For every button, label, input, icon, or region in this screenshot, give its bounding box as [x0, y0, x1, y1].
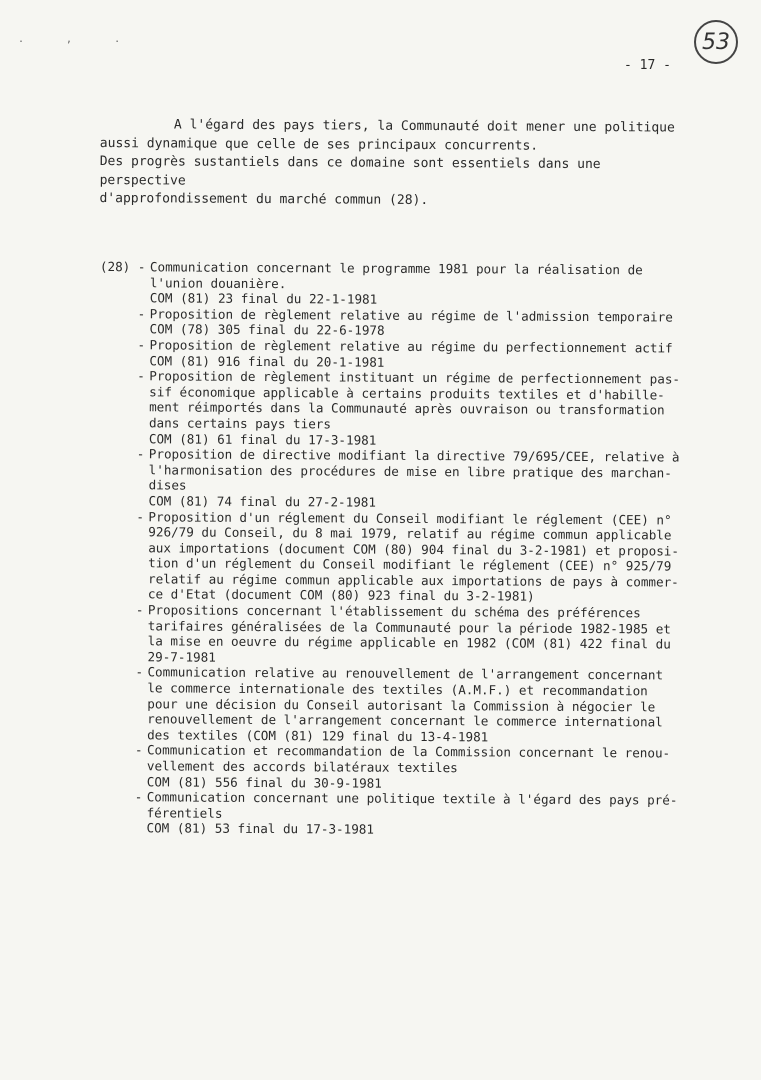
footnote-line: 29-7-1981 [147, 649, 216, 665]
footnote-line: Proposition de règlement relative au régime de l'admission temporaire [149, 306, 673, 325]
document-reference: COM (81) 53 final du 17-3-1981 [146, 820, 375, 838]
footnote-item-text [148, 602, 698, 668]
document-reference: COM (81) 61 final du 17-3-1981 [148, 430, 377, 448]
document-reference: COM (78) 305 final du 22-6-1978 [149, 321, 385, 339]
footnote-line: renouvellement de l'arrangement concernant le commerce international [147, 711, 663, 730]
bullet-dash: - [137, 337, 146, 353]
bullet-dash: - [137, 368, 145, 384]
footnote-line: dises [148, 477, 187, 493]
bullet-dash: - [137, 306, 146, 322]
footnote-line: Proposition de directive modifiant la directive 79/695/CEE, relative à [148, 446, 680, 465]
footnote-item [100, 306, 700, 341]
footnote-line: Proposition de règlement instituant un régime de perfectionnement pas- [149, 368, 681, 387]
footnote-line: le commerce internationale des textiles (A.M.F.) et recommandation [147, 680, 648, 699]
footnote-item [96, 789, 696, 839]
document-reference: COM (81) 556 final du 30-9-1981 [146, 773, 382, 791]
footnote-line: l'union douanière. [149, 274, 287, 291]
document-reference: COM (81) 74 final du 27-2-1981 [148, 493, 377, 510]
footnote-line: 926/79 du Conseil, du 8 mai 1979, relatif au régime commun applicable [148, 524, 672, 543]
footnote-item-text [146, 789, 696, 839]
footnote-item [98, 602, 698, 668]
bullet-dash: - [134, 789, 143, 805]
footnote-list [96, 259, 700, 840]
footnote-item-text [149, 337, 699, 372]
footnote-line: vellement des accords bilatéraux textiles [146, 758, 458, 776]
footnote-item-text [150, 259, 700, 309]
footnote-line: Proposition d'un réglement du Conseil modifiant le réglement (CEE) n° [148, 508, 672, 527]
scan-specks: . , . [18, 34, 139, 45]
footnote-item [98, 508, 699, 605]
footnote-item-text [149, 368, 699, 449]
footnote-line: ce d'Etat (document COM (80) 923 final du 3-2-1981) [147, 586, 535, 605]
intro-line: A l'égard des pays tiers, la Communauté doit mener une politique [173, 117, 675, 136]
footnote-item [97, 664, 697, 746]
footnote-line: dans certains pays tiers [148, 415, 332, 432]
footnote-item-text [147, 743, 697, 793]
document-reference: COM (81) 23 final du 22-1-1981 [149, 290, 378, 307]
footnote-line: ment réimportés dans la Communauté après ouvraison ou transformation [149, 399, 665, 418]
footnote-line: l'harmonisation des procédures de mise en libre pratique des marchan- [148, 462, 672, 481]
footnote-line: Propositions concernant l'établissement du schéma des préférences [147, 602, 641, 621]
footnote-item-text [148, 446, 698, 512]
document-reference: COM (81) 916 final du 20-1-1981 [149, 352, 385, 370]
footnote-item [100, 259, 700, 309]
bullet-dash: - [135, 664, 144, 680]
bullet-dash: - [135, 602, 144, 618]
footnote-first-entry [138, 259, 700, 309]
footnote-line: relatif au régime commun applicable aux importations de pays à commer- [148, 571, 679, 590]
intro-paragraph [99, 116, 680, 212]
footnote-line: aux importations (document COM (80) 904 final du 3-2-1981) et proposi- [148, 539, 680, 559]
intro-line: aussi dynamique que celle de ses principaux concurrents. [99, 135, 539, 154]
footnote-item-text [147, 665, 697, 746]
footnote-item-text [148, 509, 699, 606]
footnote-line: férentiels [146, 805, 223, 821]
page-number: - 17 - [624, 58, 671, 73]
footnote-line: Communication et recommandation de la Commission concernant le renou- [146, 742, 671, 761]
intro-line: d'approfondissement du marché commun (28). [99, 190, 429, 209]
footnote-line: pour une décision du Conseil autorisant la Commission à négocier le [147, 695, 656, 715]
footnote-line: tion d'un réglement du Conseil modifiant le réglement (CEE) n° 925/79 [148, 555, 672, 574]
bullet-dash: - [134, 742, 143, 758]
footnote-label: (28) [99, 259, 131, 275]
footnote-line: des textiles (COM (81) 129 final du 13-4-1981 [147, 727, 489, 745]
bullet-dash: - [136, 446, 145, 462]
bullet-dash: - [137, 259, 146, 275]
footnote-line: Communication concernant une politique textile à l'égard des pays pré- [146, 789, 678, 808]
footnote-line: tarifaires généralisées de la Communauté pour la période 1982-1985 et [147, 617, 671, 637]
footnote-line: la mise en oeuvre du régime applicable en 1982 (COM (81) 422 final du [147, 633, 671, 652]
footnote-item [97, 742, 697, 792]
footnote-line: Communication relative au renouvellement de l'arrangement concernant [147, 664, 664, 683]
footnote-28 [96, 259, 700, 840]
footnote-line: sif économique applicable à certains produits textiles et d'habille- [149, 384, 665, 403]
footnote-item [99, 337, 699, 372]
intro-line: Des progrès sustantiels dans ce domaine sont essentiels dans une perspective [99, 153, 601, 189]
footnote-line: Proposition de règlement relative au régime du perfectionnement actif [149, 337, 673, 356]
bullet-dash: - [136, 508, 145, 524]
footnote-item-text [150, 306, 700, 341]
page-stamp: 53 [694, 20, 738, 64]
footnote-item [98, 446, 698, 512]
footnote-item [99, 368, 699, 450]
footnote-line: Communication concernant le programme 1981 pour la réalisation de [149, 259, 643, 278]
